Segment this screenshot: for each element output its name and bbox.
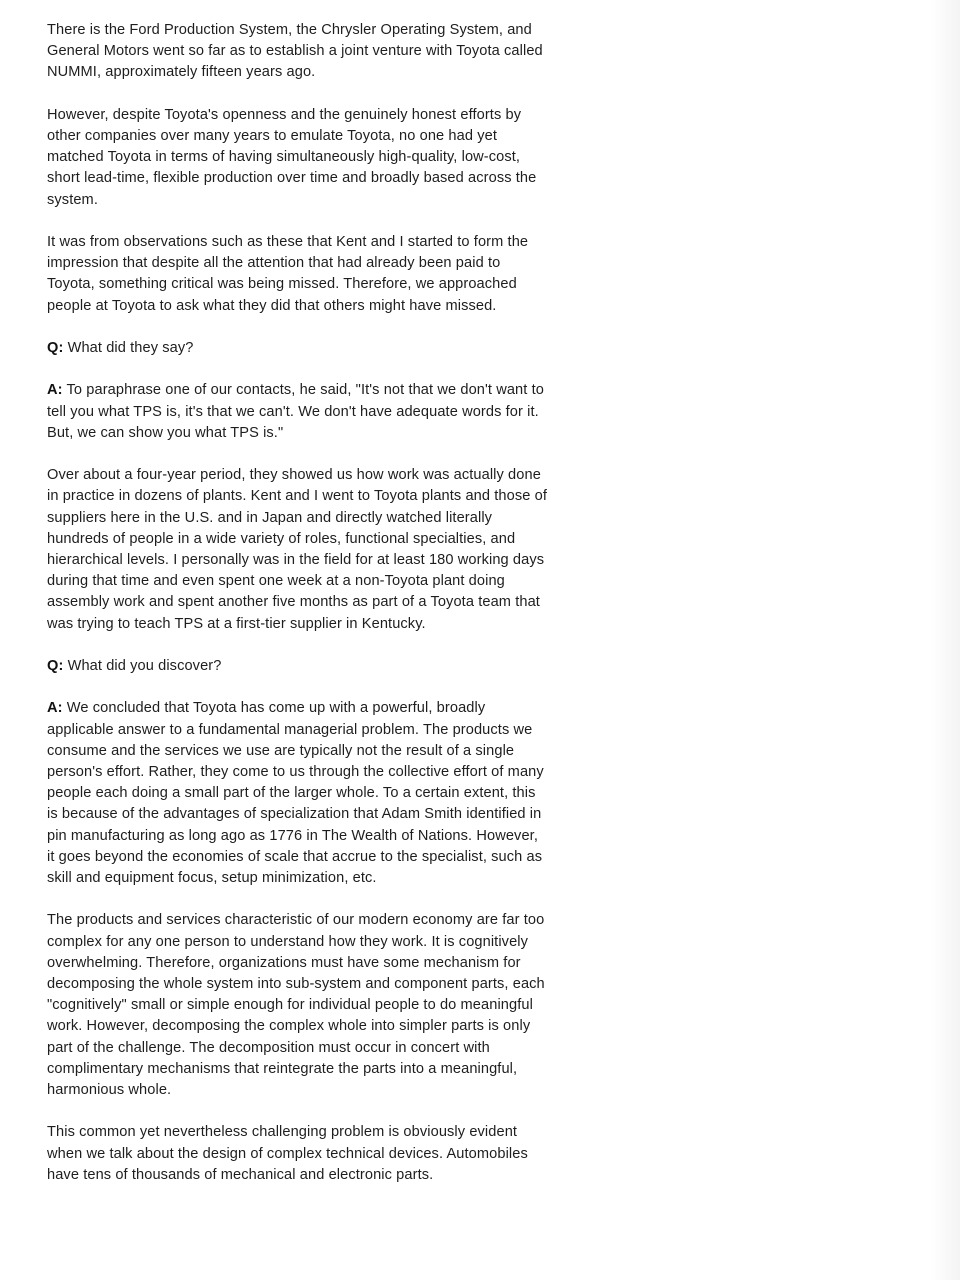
paragraph-9: [47, 910, 547, 1101]
question-1: [47, 338, 547, 359]
question-label: Q:: [47, 658, 64, 674]
article-body: [47, 20, 547, 1207]
question-text: What did you discover?: [67, 658, 222, 674]
paragraph-text: However, despite Toyota's openness and the genuinely honest efforts by other companies over many years to emulate Toyota, no one had yet matched Toyota in terms of having simultaneously high-quality, low-cost, short lead-time, flexible production over time and broadly based across the system.: [47, 106, 537, 208]
paragraph-6: [47, 465, 547, 635]
question-text: What did they say?: [67, 340, 194, 356]
paragraph-2: [47, 105, 547, 211]
page-edge-shadow: [930, 0, 960, 1280]
paragraph-1: [47, 20, 547, 84]
paragraph-3: [47, 232, 547, 317]
question-2: [47, 656, 547, 677]
paragraph-10: [47, 1122, 547, 1186]
paragraph-text: There is the Ford Production System, the Chrysler Operating System, and General Motors went so far as to establish a joint venture with Toyota called NUMMI, approximately fifteen years ago.: [47, 22, 543, 81]
question-label: Q:: [47, 340, 64, 356]
paragraph-text: It was from observations such as these that Kent and I started to form the impression that despite all the attention that had already been paid to Toyota, something critical was being missed. Therefore, we approached people at Toyota to ask what they did that others might have missed.: [47, 234, 529, 314]
paragraph-text: This common yet nevertheless challenging problem is obviously evident when we talk about the design of complex technical devices. Automobiles have tens of thousands of mechanical and electronic parts.: [47, 1124, 528, 1183]
answer-text: We concluded that Toyota has come up with a powerful, broadly applicable answer to a fundamental managerial problem. The products we consume and the services we use are typically not the result of a single person's effort. Rather, they come to us through the collective effort of many people each doing a small part of the larger whole. To a certain extent, this is because of the advantages of specialization that Adam Smith identified in pin manufacturing as long ago as 1776 in The Wealth of Nations. However, it goes beyond the economies of scale that accrue to the specialist, such as skill and equipment focus, setup minimization, etc.: [47, 700, 544, 887]
paragraph-text: The products and services characteristic of our modern economy are far too complex for any one person to understand how they work. It is cognitively overwhelming. Therefore, organizations must have some mechanism for decomposing the whole system into sub-system and component parts, each "cognitively" small or simple enough for individual people to do meaningful work. However, decomposing the complex whole into simpler parts is only part of the challenge. The decomposition must occur in concert with complimentary mechanisms that reintegrate the parts into a meaningful, harmonious whole.: [47, 912, 545, 1099]
answer-text: To paraphrase one of our contacts, he said, "It's not that we don't want to tell you what TPS is, it's that we can't. We don't have adequate words for it. But, we can show you what TPS is.": [47, 382, 544, 441]
answer-label: A:: [47, 382, 63, 399]
answer-label: A:: [47, 700, 63, 717]
answer-1: [47, 380, 547, 444]
paragraph-text: Over about a four-year period, they showed us how work was actually done in practice in dozens of plants. Kent and I went to Toyota plants and those of suppliers here in the U.S. and in Japan and directly watched literally hundreds of people in a wide variety of roles, functional specialties, and hierarchical levels. I personally was in the field for at least 180 working days during that time and even spent one week at a non-Toyota plant doing assembly work and spent another five months as part of a Toyota team that was trying to teach TPS at a first-tier supplier in Kentucky.: [47, 467, 547, 632]
answer-2: [47, 698, 547, 889]
